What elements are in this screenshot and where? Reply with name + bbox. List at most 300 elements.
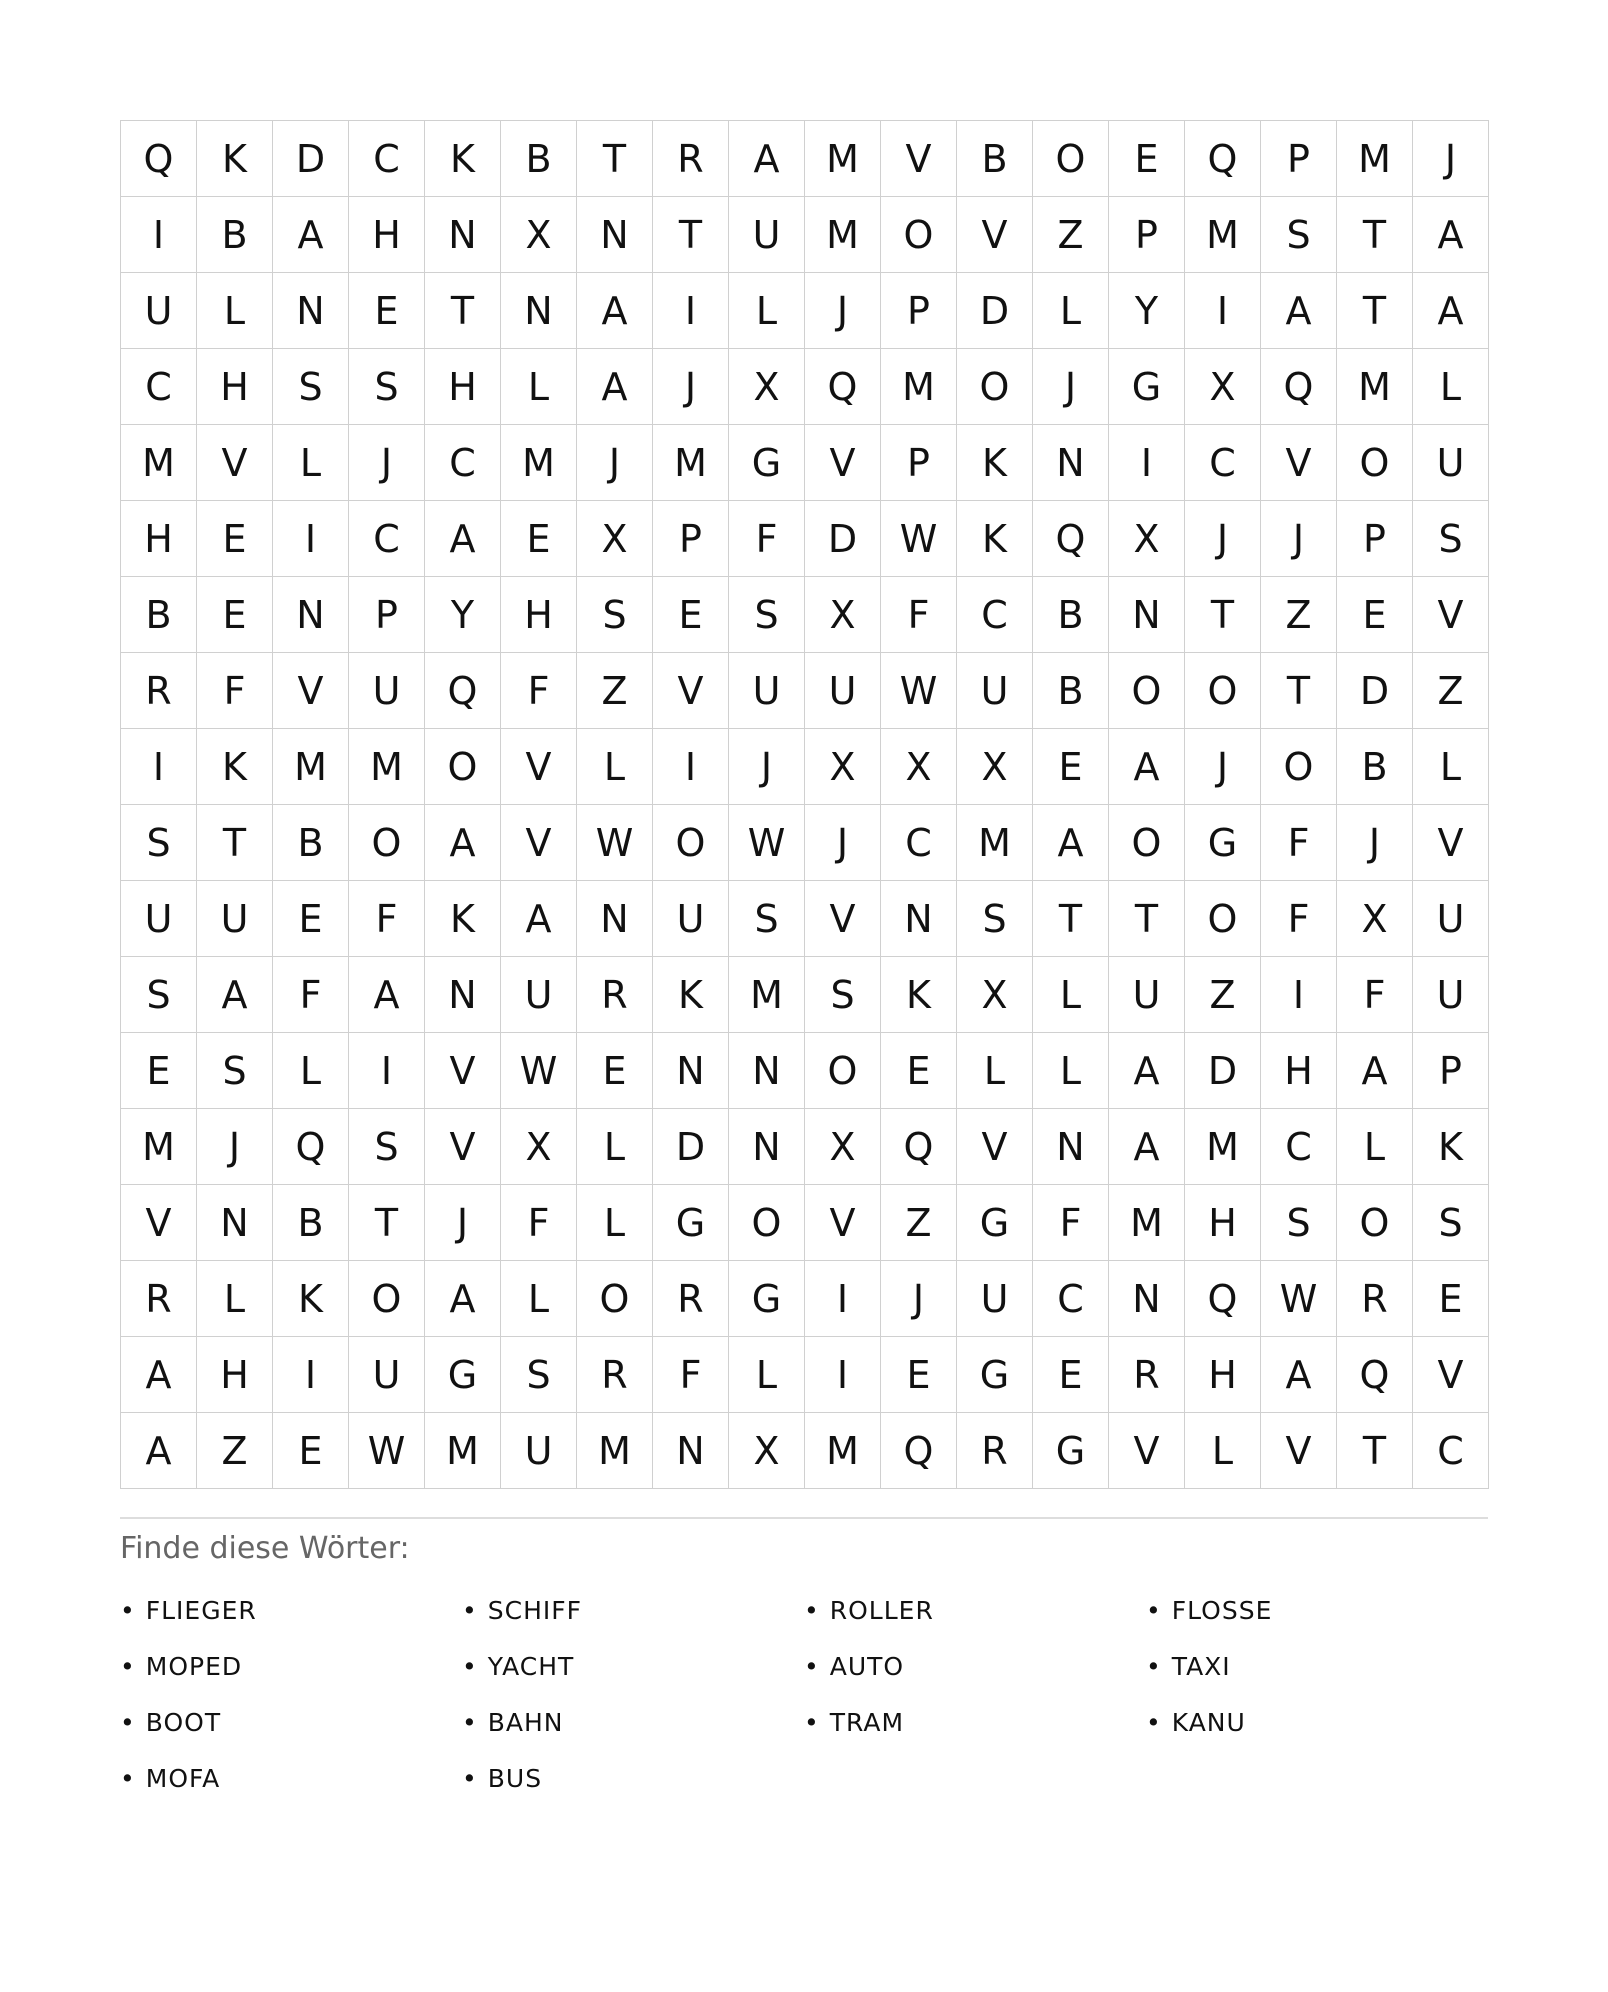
- grid-cell[interactable]: U: [349, 653, 425, 729]
- grid-cell[interactable]: A: [577, 273, 653, 349]
- grid-cell[interactable]: M: [121, 1109, 197, 1185]
- grid-cell[interactable]: M: [1337, 121, 1413, 197]
- grid-cell[interactable]: X: [729, 1413, 805, 1489]
- grid-cell[interactable]: S: [1413, 501, 1489, 577]
- grid-cell[interactable]: Q: [1033, 501, 1109, 577]
- grid-cell[interactable]: O: [881, 197, 957, 273]
- grid-cell[interactable]: E: [349, 273, 425, 349]
- grid-cell[interactable]: G: [957, 1185, 1033, 1261]
- grid-cell[interactable]: S: [805, 957, 881, 1033]
- grid-cell[interactable]: E: [273, 881, 349, 957]
- grid-cell[interactable]: U: [1413, 881, 1489, 957]
- grid-cell[interactable]: S: [729, 881, 805, 957]
- grid-cell[interactable]: B: [501, 121, 577, 197]
- grid-cell[interactable]: X: [577, 501, 653, 577]
- grid-cell[interactable]: M: [425, 1413, 501, 1489]
- grid-cell[interactable]: M: [805, 197, 881, 273]
- grid-cell[interactable]: H: [501, 577, 577, 653]
- grid-cell[interactable]: Q: [273, 1109, 349, 1185]
- grid-cell[interactable]: N: [729, 1109, 805, 1185]
- grid-cell[interactable]: X: [957, 957, 1033, 1033]
- grid-cell[interactable]: X: [957, 729, 1033, 805]
- grid-cell[interactable]: U: [729, 197, 805, 273]
- grid-cell[interactable]: T: [653, 197, 729, 273]
- grid-cell[interactable]: C: [1413, 1413, 1489, 1489]
- grid-cell[interactable]: R: [121, 653, 197, 729]
- grid-cell[interactable]: V: [653, 653, 729, 729]
- grid-cell[interactable]: E: [1109, 121, 1185, 197]
- grid-cell[interactable]: L: [1413, 729, 1489, 805]
- grid-cell[interactable]: Y: [425, 577, 501, 653]
- grid-cell[interactable]: I: [1261, 957, 1337, 1033]
- grid-cell[interactable]: T: [1185, 577, 1261, 653]
- grid-cell[interactable]: M: [957, 805, 1033, 881]
- grid-cell[interactable]: M: [1185, 1109, 1261, 1185]
- grid-cell[interactable]: X: [501, 1109, 577, 1185]
- grid-cell[interactable]: A: [1033, 805, 1109, 881]
- grid-cell[interactable]: N: [653, 1413, 729, 1489]
- grid-cell[interactable]: O: [1261, 729, 1337, 805]
- grid-cell[interactable]: H: [1185, 1337, 1261, 1413]
- grid-cell[interactable]: V: [1261, 1413, 1337, 1489]
- grid-cell[interactable]: R: [121, 1261, 197, 1337]
- grid-cell[interactable]: O: [1109, 805, 1185, 881]
- grid-cell[interactable]: X: [881, 729, 957, 805]
- grid-cell[interactable]: A: [577, 349, 653, 425]
- grid-cell[interactable]: L: [1033, 273, 1109, 349]
- grid-cell[interactable]: A: [121, 1337, 197, 1413]
- grid-cell[interactable]: S: [349, 1109, 425, 1185]
- grid-cell[interactable]: U: [957, 1261, 1033, 1337]
- grid-cell[interactable]: B: [957, 121, 1033, 197]
- grid-cell[interactable]: T: [1109, 881, 1185, 957]
- grid-cell[interactable]: M: [729, 957, 805, 1033]
- grid-cell[interactable]: W: [881, 501, 957, 577]
- grid-cell[interactable]: H: [349, 197, 425, 273]
- grid-cell[interactable]: Z: [881, 1185, 957, 1261]
- grid-cell[interactable]: W: [577, 805, 653, 881]
- grid-cell[interactable]: V: [1261, 425, 1337, 501]
- grid-cell[interactable]: J: [881, 1261, 957, 1337]
- grid-cell[interactable]: K: [957, 425, 1033, 501]
- grid-cell[interactable]: R: [653, 121, 729, 197]
- grid-cell[interactable]: Y: [1109, 273, 1185, 349]
- grid-cell[interactable]: H: [197, 349, 273, 425]
- grid-cell[interactable]: L: [273, 1033, 349, 1109]
- grid-cell[interactable]: V: [1413, 805, 1489, 881]
- grid-cell[interactable]: B: [1033, 653, 1109, 729]
- grid-cell[interactable]: V: [121, 1185, 197, 1261]
- grid-cell[interactable]: E: [501, 501, 577, 577]
- grid-cell[interactable]: A: [1109, 1109, 1185, 1185]
- grid-cell[interactable]: H: [121, 501, 197, 577]
- grid-cell[interactable]: T: [1337, 1413, 1413, 1489]
- grid-cell[interactable]: U: [1109, 957, 1185, 1033]
- grid-cell[interactable]: E: [273, 1413, 349, 1489]
- grid-cell[interactable]: K: [197, 729, 273, 805]
- grid-cell[interactable]: J: [197, 1109, 273, 1185]
- grid-cell[interactable]: V: [501, 729, 577, 805]
- grid-cell[interactable]: X: [805, 1109, 881, 1185]
- grid-cell[interactable]: Z: [1413, 653, 1489, 729]
- grid-cell[interactable]: N: [1109, 1261, 1185, 1337]
- grid-cell[interactable]: O: [425, 729, 501, 805]
- grid-cell[interactable]: S: [501, 1337, 577, 1413]
- grid-cell[interactable]: E: [881, 1033, 957, 1109]
- grid-cell[interactable]: O: [957, 349, 1033, 425]
- grid-cell[interactable]: W: [881, 653, 957, 729]
- grid-cell[interactable]: N: [501, 273, 577, 349]
- grid-cell[interactable]: Q: [1185, 1261, 1261, 1337]
- grid-cell[interactable]: L: [501, 349, 577, 425]
- grid-cell[interactable]: D: [273, 121, 349, 197]
- grid-cell[interactable]: U: [957, 653, 1033, 729]
- grid-cell[interactable]: V: [1413, 577, 1489, 653]
- grid-cell[interactable]: K: [881, 957, 957, 1033]
- grid-cell[interactable]: U: [121, 273, 197, 349]
- grid-cell[interactable]: N: [1033, 1109, 1109, 1185]
- grid-cell[interactable]: A: [1109, 729, 1185, 805]
- grid-cell[interactable]: V: [425, 1109, 501, 1185]
- grid-cell[interactable]: K: [653, 957, 729, 1033]
- grid-cell[interactable]: I: [1109, 425, 1185, 501]
- grid-cell[interactable]: F: [197, 653, 273, 729]
- grid-cell[interactable]: L: [729, 273, 805, 349]
- grid-cell[interactable]: A: [273, 197, 349, 273]
- grid-cell[interactable]: A: [197, 957, 273, 1033]
- grid-cell[interactable]: M: [1109, 1185, 1185, 1261]
- grid-cell[interactable]: S: [121, 957, 197, 1033]
- grid-cell[interactable]: L: [577, 1109, 653, 1185]
- grid-cell[interactable]: X: [501, 197, 577, 273]
- grid-cell[interactable]: N: [1033, 425, 1109, 501]
- grid-cell[interactable]: F: [1261, 805, 1337, 881]
- grid-cell[interactable]: N: [425, 197, 501, 273]
- grid-cell[interactable]: S: [577, 577, 653, 653]
- grid-cell[interactable]: X: [1337, 881, 1413, 957]
- grid-cell[interactable]: T: [1337, 197, 1413, 273]
- grid-cell[interactable]: A: [1109, 1033, 1185, 1109]
- grid-cell[interactable]: T: [1337, 273, 1413, 349]
- grid-cell[interactable]: O: [1337, 425, 1413, 501]
- grid-cell[interactable]: B: [1033, 577, 1109, 653]
- grid-cell[interactable]: R: [577, 957, 653, 1033]
- grid-cell[interactable]: S: [729, 577, 805, 653]
- grid-cell[interactable]: J: [1033, 349, 1109, 425]
- grid-cell[interactable]: I: [1185, 273, 1261, 349]
- grid-cell[interactable]: W: [501, 1033, 577, 1109]
- grid-cell[interactable]: H: [1261, 1033, 1337, 1109]
- grid-cell[interactable]: P: [349, 577, 425, 653]
- grid-cell[interactable]: J: [729, 729, 805, 805]
- grid-cell[interactable]: V: [425, 1033, 501, 1109]
- grid-cell[interactable]: G: [425, 1337, 501, 1413]
- grid-cell[interactable]: O: [1185, 881, 1261, 957]
- grid-cell[interactable]: L: [197, 1261, 273, 1337]
- grid-cell[interactable]: A: [729, 121, 805, 197]
- grid-cell[interactable]: K: [197, 121, 273, 197]
- grid-cell[interactable]: V: [957, 1109, 1033, 1185]
- grid-cell[interactable]: Z: [1261, 577, 1337, 653]
- grid-cell[interactable]: L: [577, 1185, 653, 1261]
- grid-cell[interactable]: E: [1033, 1337, 1109, 1413]
- grid-cell[interactable]: O: [653, 805, 729, 881]
- grid-cell[interactable]: W: [729, 805, 805, 881]
- grid-cell[interactable]: D: [957, 273, 1033, 349]
- grid-cell[interactable]: Z: [1033, 197, 1109, 273]
- grid-cell[interactable]: T: [349, 1185, 425, 1261]
- grid-cell[interactable]: V: [197, 425, 273, 501]
- grid-cell[interactable]: U: [805, 653, 881, 729]
- grid-cell[interactable]: V: [957, 197, 1033, 273]
- grid-cell[interactable]: Q: [881, 1413, 957, 1489]
- grid-cell[interactable]: O: [349, 1261, 425, 1337]
- grid-cell[interactable]: A: [349, 957, 425, 1033]
- grid-cell[interactable]: H: [425, 349, 501, 425]
- grid-cell[interactable]: F: [349, 881, 425, 957]
- grid-cell[interactable]: S: [121, 805, 197, 881]
- grid-cell[interactable]: F: [729, 501, 805, 577]
- grid-cell[interactable]: L: [1413, 349, 1489, 425]
- grid-cell[interactable]: O: [1185, 653, 1261, 729]
- grid-cell[interactable]: Q: [805, 349, 881, 425]
- grid-cell[interactable]: M: [121, 425, 197, 501]
- grid-cell[interactable]: F: [273, 957, 349, 1033]
- grid-cell[interactable]: O: [1033, 121, 1109, 197]
- grid-cell[interactable]: G: [729, 425, 805, 501]
- grid-cell[interactable]: S: [1261, 1185, 1337, 1261]
- grid-cell[interactable]: J: [349, 425, 425, 501]
- grid-cell[interactable]: C: [881, 805, 957, 881]
- grid-cell[interactable]: G: [1033, 1413, 1109, 1489]
- grid-cell[interactable]: X: [805, 577, 881, 653]
- grid-cell[interactable]: E: [1337, 577, 1413, 653]
- grid-cell[interactable]: B: [121, 577, 197, 653]
- grid-cell[interactable]: U: [653, 881, 729, 957]
- grid-cell[interactable]: U: [1413, 425, 1489, 501]
- grid-cell[interactable]: N: [729, 1033, 805, 1109]
- grid-cell[interactable]: C: [1033, 1261, 1109, 1337]
- grid-cell[interactable]: V: [1109, 1413, 1185, 1489]
- grid-cell[interactable]: N: [273, 577, 349, 653]
- grid-cell[interactable]: F: [501, 1185, 577, 1261]
- grid-cell[interactable]: T: [1261, 653, 1337, 729]
- grid-cell[interactable]: F: [1261, 881, 1337, 957]
- grid-cell[interactable]: S: [1261, 197, 1337, 273]
- grid-cell[interactable]: B: [273, 1185, 349, 1261]
- grid-cell[interactable]: O: [1337, 1185, 1413, 1261]
- grid-cell[interactable]: A: [1261, 273, 1337, 349]
- grid-cell[interactable]: V: [805, 1185, 881, 1261]
- grid-cell[interactable]: R: [1337, 1261, 1413, 1337]
- grid-cell[interactable]: X: [729, 349, 805, 425]
- grid-cell[interactable]: L: [1033, 957, 1109, 1033]
- grid-cell[interactable]: P: [1109, 197, 1185, 273]
- grid-cell[interactable]: I: [349, 1033, 425, 1109]
- grid-cell[interactable]: M: [273, 729, 349, 805]
- grid-cell[interactable]: U: [729, 653, 805, 729]
- grid-cell[interactable]: F: [501, 653, 577, 729]
- grid-cell[interactable]: J: [1337, 805, 1413, 881]
- grid-cell[interactable]: S: [197, 1033, 273, 1109]
- grid-cell[interactable]: I: [121, 729, 197, 805]
- grid-cell[interactable]: O: [349, 805, 425, 881]
- grid-cell[interactable]: J: [1185, 501, 1261, 577]
- grid-cell[interactable]: M: [1337, 349, 1413, 425]
- grid-cell[interactable]: Q: [1185, 121, 1261, 197]
- grid-cell[interactable]: L: [729, 1337, 805, 1413]
- grid-cell[interactable]: I: [653, 729, 729, 805]
- grid-cell[interactable]: D: [1185, 1033, 1261, 1109]
- grid-cell[interactable]: M: [349, 729, 425, 805]
- grid-cell[interactable]: C: [349, 501, 425, 577]
- grid-cell[interactable]: C: [121, 349, 197, 425]
- grid-cell[interactable]: Q: [1261, 349, 1337, 425]
- grid-cell[interactable]: J: [805, 805, 881, 881]
- grid-cell[interactable]: Q: [425, 653, 501, 729]
- grid-cell[interactable]: N: [653, 1033, 729, 1109]
- grid-cell[interactable]: J: [1413, 121, 1489, 197]
- grid-cell[interactable]: Q: [121, 121, 197, 197]
- grid-cell[interactable]: S: [273, 349, 349, 425]
- grid-cell[interactable]: W: [349, 1413, 425, 1489]
- grid-cell[interactable]: C: [957, 577, 1033, 653]
- grid-cell[interactable]: M: [501, 425, 577, 501]
- grid-cell[interactable]: U: [121, 881, 197, 957]
- grid-cell[interactable]: O: [805, 1033, 881, 1109]
- grid-cell[interactable]: L: [197, 273, 273, 349]
- grid-cell[interactable]: F: [1033, 1185, 1109, 1261]
- grid-cell[interactable]: N: [273, 273, 349, 349]
- grid-cell[interactable]: A: [1337, 1033, 1413, 1109]
- grid-cell[interactable]: I: [653, 273, 729, 349]
- grid-cell[interactable]: E: [197, 577, 273, 653]
- grid-cell[interactable]: U: [197, 881, 273, 957]
- grid-cell[interactable]: N: [577, 197, 653, 273]
- grid-cell[interactable]: K: [425, 881, 501, 957]
- grid-cell[interactable]: C: [1185, 425, 1261, 501]
- grid-cell[interactable]: O: [1109, 653, 1185, 729]
- grid-cell[interactable]: H: [1185, 1185, 1261, 1261]
- grid-cell[interactable]: N: [577, 881, 653, 957]
- grid-cell[interactable]: L: [577, 729, 653, 805]
- grid-cell[interactable]: O: [729, 1185, 805, 1261]
- grid-cell[interactable]: R: [1109, 1337, 1185, 1413]
- grid-cell[interactable]: F: [653, 1337, 729, 1413]
- grid-cell[interactable]: Q: [1337, 1337, 1413, 1413]
- grid-cell[interactable]: P: [881, 425, 957, 501]
- grid-cell[interactable]: E: [197, 501, 273, 577]
- grid-cell[interactable]: U: [501, 957, 577, 1033]
- grid-cell[interactable]: E: [577, 1033, 653, 1109]
- grid-cell[interactable]: M: [1185, 197, 1261, 273]
- grid-cell[interactable]: A: [1413, 197, 1489, 273]
- grid-cell[interactable]: I: [121, 197, 197, 273]
- grid-cell[interactable]: T: [577, 121, 653, 197]
- grid-cell[interactable]: L: [1337, 1109, 1413, 1185]
- grid-cell[interactable]: Q: [881, 1109, 957, 1185]
- grid-cell[interactable]: D: [805, 501, 881, 577]
- grid-cell[interactable]: U: [349, 1337, 425, 1413]
- grid-cell[interactable]: A: [501, 881, 577, 957]
- grid-cell[interactable]: K: [1413, 1109, 1489, 1185]
- grid-cell[interactable]: J: [1261, 501, 1337, 577]
- grid-cell[interactable]: A: [121, 1413, 197, 1489]
- grid-cell[interactable]: M: [805, 121, 881, 197]
- grid-cell[interactable]: R: [957, 1413, 1033, 1489]
- grid-cell[interactable]: L: [1033, 1033, 1109, 1109]
- grid-cell[interactable]: G: [729, 1261, 805, 1337]
- grid-cell[interactable]: B: [1337, 729, 1413, 805]
- grid-cell[interactable]: I: [273, 1337, 349, 1413]
- grid-cell[interactable]: U: [501, 1413, 577, 1489]
- grid-cell[interactable]: T: [1033, 881, 1109, 957]
- grid-cell[interactable]: I: [273, 501, 349, 577]
- grid-cell[interactable]: X: [1185, 349, 1261, 425]
- grid-cell[interactable]: O: [577, 1261, 653, 1337]
- grid-cell[interactable]: G: [957, 1337, 1033, 1413]
- grid-cell[interactable]: M: [805, 1413, 881, 1489]
- grid-cell[interactable]: V: [881, 121, 957, 197]
- grid-cell[interactable]: T: [425, 273, 501, 349]
- grid-cell[interactable]: D: [653, 1109, 729, 1185]
- grid-cell[interactable]: V: [1413, 1337, 1489, 1413]
- grid-cell[interactable]: S: [349, 349, 425, 425]
- grid-cell[interactable]: J: [1185, 729, 1261, 805]
- grid-cell[interactable]: V: [805, 425, 881, 501]
- grid-cell[interactable]: S: [1413, 1185, 1489, 1261]
- grid-cell[interactable]: K: [957, 501, 1033, 577]
- grid-cell[interactable]: L: [957, 1033, 1033, 1109]
- grid-cell[interactable]: V: [501, 805, 577, 881]
- grid-cell[interactable]: C: [425, 425, 501, 501]
- grid-cell[interactable]: A: [425, 501, 501, 577]
- grid-cell[interactable]: D: [1337, 653, 1413, 729]
- grid-cell[interactable]: A: [425, 805, 501, 881]
- grid-cell[interactable]: R: [653, 1261, 729, 1337]
- grid-cell[interactable]: P: [1413, 1033, 1489, 1109]
- grid-cell[interactable]: J: [653, 349, 729, 425]
- grid-cell[interactable]: K: [425, 121, 501, 197]
- grid-cell[interactable]: G: [1185, 805, 1261, 881]
- grid-cell[interactable]: U: [1413, 957, 1489, 1033]
- grid-cell[interactable]: J: [577, 425, 653, 501]
- grid-cell[interactable]: E: [1413, 1261, 1489, 1337]
- grid-cell[interactable]: S: [957, 881, 1033, 957]
- grid-cell[interactable]: V: [273, 653, 349, 729]
- grid-cell[interactable]: F: [881, 577, 957, 653]
- grid-cell[interactable]: N: [1109, 577, 1185, 653]
- grid-cell[interactable]: M: [653, 425, 729, 501]
- grid-cell[interactable]: Z: [577, 653, 653, 729]
- grid-cell[interactable]: G: [1109, 349, 1185, 425]
- grid-cell[interactable]: A: [1413, 273, 1489, 349]
- grid-cell[interactable]: R: [577, 1337, 653, 1413]
- grid-cell[interactable]: E: [1033, 729, 1109, 805]
- grid-cell[interactable]: G: [653, 1185, 729, 1261]
- grid-cell[interactable]: T: [197, 805, 273, 881]
- grid-cell[interactable]: P: [1261, 121, 1337, 197]
- grid-cell[interactable]: P: [653, 501, 729, 577]
- grid-cell[interactable]: A: [425, 1261, 501, 1337]
- grid-cell[interactable]: H: [197, 1337, 273, 1413]
- grid-cell[interactable]: V: [805, 881, 881, 957]
- grid-cell[interactable]: J: [425, 1185, 501, 1261]
- grid-cell[interactable]: P: [1337, 501, 1413, 577]
- grid-cell[interactable]: I: [805, 1337, 881, 1413]
- grid-cell[interactable]: X: [805, 729, 881, 805]
- grid-cell[interactable]: L: [501, 1261, 577, 1337]
